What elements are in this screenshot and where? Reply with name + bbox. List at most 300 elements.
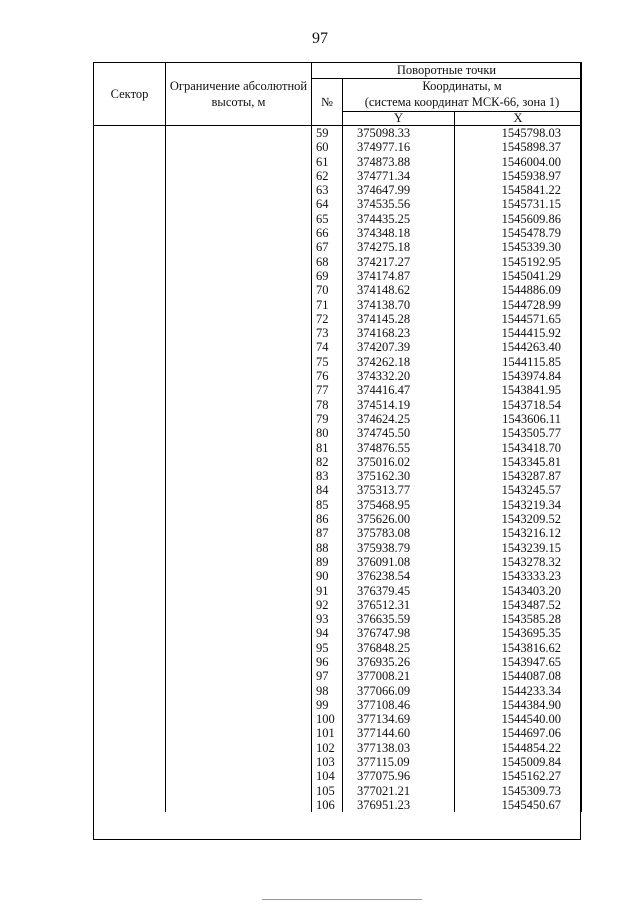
- sector-cell: [94, 784, 166, 798]
- table-row: [94, 483, 582, 497]
- coord-x-cell: 1545162.27: [455, 769, 582, 783]
- coord-x-cell: 1545898.37: [455, 140, 582, 154]
- sector-cell: [94, 498, 166, 512]
- sector-cell: [94, 269, 166, 283]
- coord-y-cell: 376635.59: [343, 612, 455, 626]
- coord-x-cell: 1543333.23: [455, 569, 582, 583]
- altitude-limit-cell: [166, 155, 312, 169]
- altitude-limit-cell: [166, 512, 312, 526]
- table-row: [94, 655, 582, 669]
- point-number-cell: 104: [312, 769, 343, 783]
- table-row: [94, 255, 582, 269]
- altitude-limit-cell: [166, 798, 312, 812]
- altitude-limit-cell: [166, 326, 312, 340]
- sector-cell: [94, 741, 166, 755]
- table-row: [94, 641, 582, 655]
- table-row: [94, 197, 582, 211]
- point-number-cell: 88: [312, 541, 343, 555]
- table-row: [94, 555, 582, 569]
- point-number-cell: 72: [312, 312, 343, 326]
- altitude-limit-cell: [166, 255, 312, 269]
- page-number: 97: [312, 30, 328, 47]
- coord-x-cell: 1543816.62: [455, 641, 582, 655]
- altitude-limit-cell: [166, 684, 312, 698]
- coord-x-cell: 1544384.90: [455, 698, 582, 712]
- altitude-limit-cell: [166, 626, 312, 640]
- table-row: [94, 469, 582, 483]
- table-row: [94, 412, 582, 426]
- coord-y-cell: 374745.50: [343, 426, 455, 440]
- altitude-limit-cell: [166, 769, 312, 783]
- altitude-limit-cell: [166, 197, 312, 211]
- coord-y-cell: 374207.39: [343, 340, 455, 354]
- table-row: [94, 383, 582, 397]
- coord-y-cell: 374876.55: [343, 441, 455, 455]
- altitude-limit-cell: [166, 741, 312, 755]
- coord-x-cell: 1544115.85: [455, 355, 582, 369]
- coord-x-cell: 1545309.73: [455, 784, 582, 798]
- coord-x-cell: 1545478.79: [455, 226, 582, 240]
- point-number-cell: 97: [312, 669, 343, 683]
- point-number-cell: 65: [312, 212, 343, 226]
- coord-y-cell: 377008.21: [343, 669, 455, 683]
- sector-cell: [94, 755, 166, 769]
- table-row: [94, 240, 582, 254]
- coord-x-cell: 1543219.34: [455, 498, 582, 512]
- altitude-limit-cell: [166, 655, 312, 669]
- altitude-limit-cell: [166, 584, 312, 598]
- sector-cell: [94, 612, 166, 626]
- altitude-limit-cell: [166, 126, 312, 141]
- header-coordinates: Координаты, м: [343, 79, 582, 95]
- table-row: [94, 426, 582, 440]
- coord-x-cell: 1543239.15: [455, 541, 582, 555]
- table-row: [94, 798, 582, 812]
- coord-y-cell: 377021.21: [343, 784, 455, 798]
- coord-y-cell: 377066.09: [343, 684, 455, 698]
- coord-x-cell: 1545731.15: [455, 197, 582, 211]
- altitude-limit-cell: [166, 455, 312, 469]
- coord-x-cell: 1543841.95: [455, 383, 582, 397]
- altitude-limit-cell: [166, 784, 312, 798]
- coord-x-cell: 1544263.40: [455, 340, 582, 354]
- coord-x-cell: 1543974.84: [455, 369, 582, 383]
- altitude-limit-cell: [166, 140, 312, 154]
- sector-cell: [94, 655, 166, 669]
- coord-x-cell: 1543585.28: [455, 612, 582, 626]
- coord-y-cell: 376238.54: [343, 569, 455, 583]
- coord-y-cell: 374174.87: [343, 269, 455, 283]
- coord-x-cell: 1544540.00: [455, 712, 582, 726]
- coord-x-cell: 1543403.20: [455, 584, 582, 598]
- altitude-limit-cell: [166, 555, 312, 569]
- coord-y-cell: 374145.28: [343, 312, 455, 326]
- sector-cell: [94, 298, 166, 312]
- altitude-limit-cell: [166, 641, 312, 655]
- header-x: X: [455, 112, 582, 126]
- coord-y-cell: 374138.70: [343, 298, 455, 312]
- coord-y-cell: 374977.16: [343, 140, 455, 154]
- point-number-cell: 95: [312, 641, 343, 655]
- point-number-cell: 106: [312, 798, 343, 812]
- coord-y-cell: 375313.77: [343, 483, 455, 497]
- coord-y-cell: 374535.56: [343, 197, 455, 211]
- table-row: [94, 369, 582, 383]
- coord-x-cell: 1544886.09: [455, 283, 582, 297]
- coord-x-cell: 1545841.22: [455, 183, 582, 197]
- altitude-limit-cell: [166, 383, 312, 397]
- sector-cell: [94, 555, 166, 569]
- point-number-cell: 86: [312, 512, 343, 526]
- coord-x-cell: 1544087.08: [455, 669, 582, 683]
- sector-cell: [94, 769, 166, 783]
- coord-x-cell: 1543209.52: [455, 512, 582, 526]
- table-row: [94, 455, 582, 469]
- altitude-limit-cell: [166, 469, 312, 483]
- coord-y-cell: 374275.18: [343, 240, 455, 254]
- coord-x-cell: 1544415.92: [455, 326, 582, 340]
- altitude-limit-cell: [166, 355, 312, 369]
- sector-cell: [94, 798, 166, 812]
- altitude-limit-cell: [166, 312, 312, 326]
- sector-cell: [94, 212, 166, 226]
- header-number: №: [312, 79, 343, 126]
- coord-x-cell: 1543278.32: [455, 555, 582, 569]
- table-row: [94, 312, 582, 326]
- sector-cell: [94, 541, 166, 555]
- sector-cell: [94, 512, 166, 526]
- table-row: [94, 669, 582, 683]
- coord-y-cell: 376951.23: [343, 798, 455, 812]
- altitude-limit-cell: [166, 283, 312, 297]
- table-row: [94, 355, 582, 369]
- coord-y-cell: 374148.62: [343, 283, 455, 297]
- coord-x-cell: 1543245.57: [455, 483, 582, 497]
- point-number-cell: 100: [312, 712, 343, 726]
- coord-y-cell: 374348.18: [343, 226, 455, 240]
- table-row: [94, 769, 582, 783]
- coord-y-cell: 376935.26: [343, 655, 455, 669]
- sector-cell: [94, 340, 166, 354]
- sector-cell: [94, 226, 166, 240]
- point-number-cell: 85: [312, 498, 343, 512]
- sector-cell: [94, 526, 166, 540]
- point-number-cell: 84: [312, 483, 343, 497]
- point-number-cell: 82: [312, 455, 343, 469]
- altitude-limit-cell: [166, 612, 312, 626]
- altitude-limit-cell: [166, 569, 312, 583]
- coord-x-cell: 1545192.95: [455, 255, 582, 269]
- coord-y-cell: 374514.19: [343, 398, 455, 412]
- coord-y-cell: 374217.27: [343, 255, 455, 269]
- table-row: [94, 283, 582, 297]
- table-row: [94, 684, 582, 698]
- altitude-limit-cell: [166, 340, 312, 354]
- point-number-cell: 60: [312, 140, 343, 154]
- point-number-cell: 69: [312, 269, 343, 283]
- point-number-cell: 70: [312, 283, 343, 297]
- coord-y-cell: 375098.33: [343, 126, 455, 141]
- point-number-cell: 81: [312, 441, 343, 455]
- point-number-cell: 98: [312, 684, 343, 698]
- coord-y-cell: 376379.45: [343, 584, 455, 598]
- table-row: [94, 183, 582, 197]
- coord-x-cell: 1543287.87: [455, 469, 582, 483]
- table-row: [94, 784, 582, 798]
- coord-y-cell: 376512.31: [343, 598, 455, 612]
- point-number-cell: 67: [312, 240, 343, 254]
- sector-cell: [94, 598, 166, 612]
- table-row: [94, 741, 582, 755]
- coord-y-cell: 374416.47: [343, 383, 455, 397]
- altitude-limit-cell: [166, 541, 312, 555]
- coord-x-cell: 1543947.65: [455, 655, 582, 669]
- point-number-cell: 62: [312, 169, 343, 183]
- table-row: [94, 169, 582, 183]
- point-number-cell: 73: [312, 326, 343, 340]
- coord-y-cell: 375162.30: [343, 469, 455, 483]
- sector-cell: [94, 584, 166, 598]
- coord-x-cell: 1545798.03: [455, 126, 582, 141]
- coord-y-cell: 375938.79: [343, 541, 455, 555]
- page-edge-line: [262, 899, 422, 903]
- table-row: [94, 498, 582, 512]
- point-number-cell: 94: [312, 626, 343, 640]
- sector-cell: [94, 326, 166, 340]
- point-number-cell: 80: [312, 426, 343, 440]
- sector-cell: [94, 126, 166, 141]
- coord-x-cell: 1544728.99: [455, 298, 582, 312]
- sector-cell: [94, 140, 166, 154]
- sector-cell: [94, 569, 166, 583]
- coord-x-cell: 1545041.29: [455, 269, 582, 283]
- coord-y-cell: 377144.60: [343, 726, 455, 740]
- point-number-cell: 75: [312, 355, 343, 369]
- altitude-limit-cell: [166, 755, 312, 769]
- sector-cell: [94, 155, 166, 169]
- point-number-cell: 103: [312, 755, 343, 769]
- sector-cell: [94, 455, 166, 469]
- altitude-limit-cell: [166, 240, 312, 254]
- point-number-cell: 74: [312, 340, 343, 354]
- header-coord-system: (система координат МСК-66, зона 1): [343, 94, 582, 112]
- table-row: [94, 441, 582, 455]
- coord-x-cell: 1544233.34: [455, 684, 582, 698]
- coord-x-cell: 1543606.11: [455, 412, 582, 426]
- table-row: [94, 612, 582, 626]
- point-number-cell: 71: [312, 298, 343, 312]
- coord-y-cell: 374873.88: [343, 155, 455, 169]
- point-number-cell: 105: [312, 784, 343, 798]
- altitude-limit-cell: [166, 412, 312, 426]
- table-row: [94, 598, 582, 612]
- sector-cell: [94, 283, 166, 297]
- altitude-limit-cell: [166, 598, 312, 612]
- altitude-limit-cell: [166, 398, 312, 412]
- table-row: [94, 155, 582, 169]
- table-row: [94, 755, 582, 769]
- sector-cell: [94, 641, 166, 655]
- coord-y-cell: 375016.02: [343, 455, 455, 469]
- table-row: [94, 340, 582, 354]
- altitude-limit-cell: [166, 226, 312, 240]
- altitude-limit-cell: [166, 298, 312, 312]
- altitude-limit-cell: [166, 269, 312, 283]
- header-sector: Сектор: [94, 63, 166, 126]
- table-row: [94, 726, 582, 740]
- sector-cell: [94, 255, 166, 269]
- coord-y-cell: 376091.08: [343, 555, 455, 569]
- table-row: [94, 326, 582, 340]
- sector-cell: [94, 426, 166, 440]
- point-number-cell: 92: [312, 598, 343, 612]
- point-number-cell: 102: [312, 741, 343, 755]
- point-number-cell: 90: [312, 569, 343, 583]
- coord-y-cell: 377138.03: [343, 741, 455, 755]
- altitude-limit-cell: [166, 426, 312, 440]
- point-number-cell: 96: [312, 655, 343, 669]
- altitude-limit-cell: [166, 712, 312, 726]
- altitude-limit-cell: [166, 212, 312, 226]
- sector-cell: [94, 355, 166, 369]
- sector-cell: [94, 483, 166, 497]
- altitude-limit-cell: [166, 726, 312, 740]
- table-row: [94, 298, 582, 312]
- coord-x-cell: 1543418.70: [455, 441, 582, 455]
- sector-cell: [94, 698, 166, 712]
- point-number-cell: 89: [312, 555, 343, 569]
- table-row: [94, 126, 582, 141]
- point-number-cell: 87: [312, 526, 343, 540]
- coord-y-cell: 375626.00: [343, 512, 455, 526]
- sector-cell: [94, 183, 166, 197]
- coord-x-cell: 1543487.52: [455, 598, 582, 612]
- table-row: [94, 626, 582, 640]
- coord-y-cell: 375783.08: [343, 526, 455, 540]
- coord-y-cell: 374624.25: [343, 412, 455, 426]
- coord-y-cell: 374435.25: [343, 212, 455, 226]
- coord-x-cell: 1545009.84: [455, 755, 582, 769]
- sector-cell: [94, 169, 166, 183]
- point-number-cell: 93: [312, 612, 343, 626]
- coord-y-cell: 377134.69: [343, 712, 455, 726]
- table-row: [94, 698, 582, 712]
- coord-y-cell: 374168.23: [343, 326, 455, 340]
- point-number-cell: 77: [312, 383, 343, 397]
- point-number-cell: 99: [312, 698, 343, 712]
- coordinates-table: [93, 62, 582, 812]
- table-row: [94, 140, 582, 154]
- sector-cell: [94, 712, 166, 726]
- coord-y-cell: 377075.96: [343, 769, 455, 783]
- table-row: [94, 269, 582, 283]
- point-number-cell: 61: [312, 155, 343, 169]
- coord-x-cell: 1544854.22: [455, 741, 582, 755]
- table-body: [94, 126, 582, 813]
- sector-cell: [94, 684, 166, 698]
- sector-cell: [94, 312, 166, 326]
- altitude-limit-cell: [166, 169, 312, 183]
- table-row: [94, 526, 582, 540]
- coord-x-cell: 1545339.30: [455, 240, 582, 254]
- table-row: [94, 712, 582, 726]
- altitude-limit-cell: [166, 698, 312, 712]
- point-number-cell: 83: [312, 469, 343, 483]
- coord-y-cell: 377115.09: [343, 755, 455, 769]
- sector-cell: [94, 369, 166, 383]
- table-row: [94, 212, 582, 226]
- altitude-limit-cell: [166, 183, 312, 197]
- point-number-cell: 63: [312, 183, 343, 197]
- point-number-cell: 76: [312, 369, 343, 383]
- coord-y-cell: 377108.46: [343, 698, 455, 712]
- sector-cell: [94, 726, 166, 740]
- coord-x-cell: 1545609.86: [455, 212, 582, 226]
- altitude-limit-cell: [166, 498, 312, 512]
- coord-x-cell: 1546004.00: [455, 155, 582, 169]
- coord-x-cell: 1545450.67: [455, 798, 582, 812]
- coord-y-cell: 374647.99: [343, 183, 455, 197]
- point-number-cell: 91: [312, 584, 343, 598]
- coord-x-cell: 1544571.65: [455, 312, 582, 326]
- sector-cell: [94, 383, 166, 397]
- coord-y-cell: 374771.34: [343, 169, 455, 183]
- sector-cell: [94, 398, 166, 412]
- sector-cell: [94, 412, 166, 426]
- sector-cell: [94, 669, 166, 683]
- point-number-cell: 66: [312, 226, 343, 240]
- coord-x-cell: 1543345.81: [455, 455, 582, 469]
- header-turning-points: Поворотные точки: [312, 63, 582, 79]
- coord-x-cell: 1543695.35: [455, 626, 582, 640]
- sector-cell: [94, 469, 166, 483]
- table-row: [94, 569, 582, 583]
- coord-x-cell: 1543505.77: [455, 426, 582, 440]
- sector-cell: [94, 626, 166, 640]
- coord-x-cell: 1543718.54: [455, 398, 582, 412]
- table-row: [94, 398, 582, 412]
- table-row: [94, 584, 582, 598]
- sector-cell: [94, 441, 166, 455]
- coord-y-cell: 376848.25: [343, 641, 455, 655]
- altitude-limit-cell: [166, 483, 312, 497]
- header-altitude-limit: Ограничение абсолютной высоты, м: [166, 63, 312, 126]
- table-row: [94, 512, 582, 526]
- table-row: [94, 541, 582, 555]
- sector-cell: [94, 240, 166, 254]
- coord-x-cell: 1545938.97: [455, 169, 582, 183]
- coord-x-cell: 1544697.06: [455, 726, 582, 740]
- altitude-limit-cell: [166, 441, 312, 455]
- altitude-limit-cell: [166, 526, 312, 540]
- sector-cell: [94, 197, 166, 211]
- coord-x-cell: 1543216.12: [455, 526, 582, 540]
- point-number-cell: 64: [312, 197, 343, 211]
- coord-y-cell: 374262.18: [343, 355, 455, 369]
- point-number-cell: 68: [312, 255, 343, 269]
- coord-y-cell: 374332.20: [343, 369, 455, 383]
- altitude-limit-cell: [166, 669, 312, 683]
- point-number-cell: 79: [312, 412, 343, 426]
- point-number-cell: 59: [312, 126, 343, 141]
- point-number-cell: 78: [312, 398, 343, 412]
- coord-y-cell: 376747.98: [343, 626, 455, 640]
- table-row: [94, 226, 582, 240]
- header-y: Y: [343, 112, 455, 126]
- point-number-cell: 101: [312, 726, 343, 740]
- coord-y-cell: 375468.95: [343, 498, 455, 512]
- altitude-limit-cell: [166, 369, 312, 383]
